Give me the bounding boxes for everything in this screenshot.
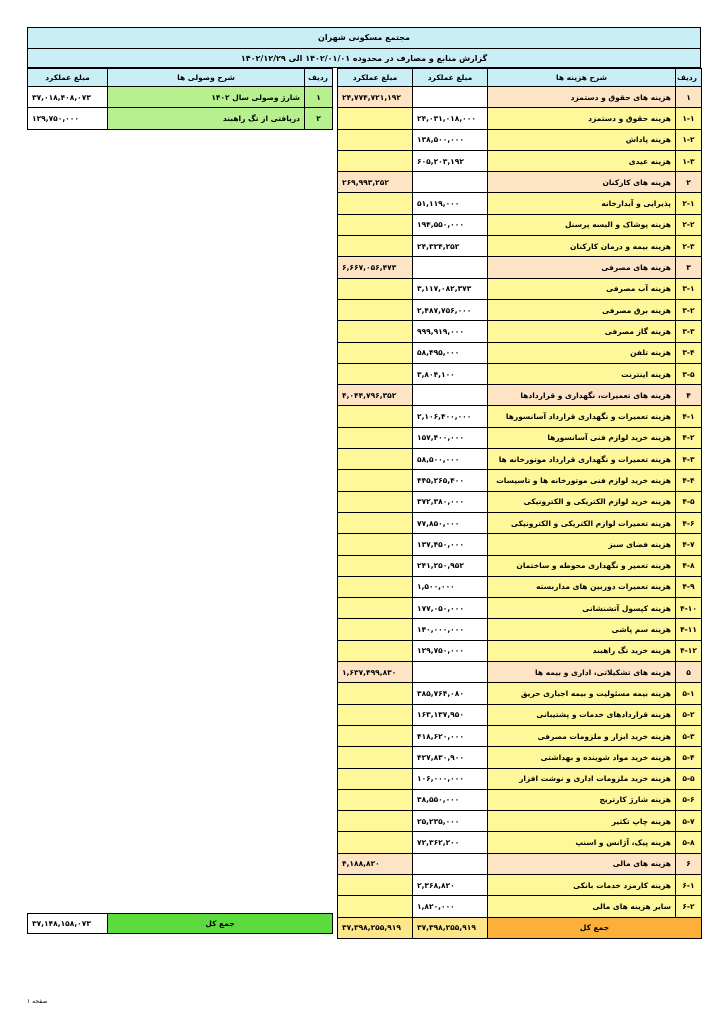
table-row — [338, 363, 702, 384]
expense-description: هزینه خرید ابزار و ملزومات مصرفی — [488, 725, 676, 746]
expense-amount — [413, 172, 488, 193]
row-number: ۵-۱ — [676, 683, 702, 704]
expense-group-total — [338, 619, 413, 640]
table-row — [338, 278, 702, 299]
row-number: ۴-۹ — [676, 576, 702, 597]
table-row — [338, 406, 702, 427]
table-row — [338, 896, 702, 917]
expense-description: هزینه حقوق و دستمزد — [488, 108, 676, 129]
table-row — [338, 619, 702, 640]
expense-group-total — [338, 108, 413, 129]
table-row — [338, 129, 702, 150]
expense-group-total — [338, 406, 413, 427]
table-row — [338, 172, 702, 193]
table-row — [338, 640, 702, 661]
expense-description: هزینه شارژ کارتریج — [488, 789, 676, 810]
expense-group-total — [338, 299, 413, 320]
expense-description: هزینه پوشاک و البسه پرسنل — [488, 214, 676, 235]
row-number: ۶ — [676, 853, 702, 874]
expense-amount: ۲۴۱,۲۵۰,۹۵۲ — [413, 555, 488, 576]
expense-amount: ۲۵,۲۳۵,۰۰۰ — [413, 811, 488, 832]
expense-group-total — [338, 427, 413, 448]
table-row — [338, 321, 702, 342]
expense-group-total — [338, 236, 413, 257]
expense-amount: ۱۰۶,۰۰۰,۰۰۰ — [413, 768, 488, 789]
expense-group-total — [338, 278, 413, 299]
expense-amount — [413, 662, 488, 683]
row-number: ۳ — [676, 257, 702, 278]
row-number: ۵-۲ — [676, 704, 702, 725]
expense-description: هزینه خرید لوازم الکتریکی و الکترونیکی — [488, 491, 676, 512]
expense-amount: ۱۵۷,۴۰۰,۰۰۰ — [413, 427, 488, 448]
expense-group-total: ۶,۶۶۷,۰۵۶,۴۷۳ — [338, 257, 413, 278]
row-number: ۲-۱ — [676, 193, 702, 214]
row-number: ۴-۵ — [676, 491, 702, 512]
expense-description: هزینه پاداش — [488, 129, 676, 150]
row-number: ۵ — [676, 662, 702, 683]
expenses-grand-total-amount: ۳۷,۳۹۸,۲۵۵,۹۱۹ — [413, 917, 488, 938]
expense-description: هزینه فضای سبز — [488, 534, 676, 555]
income-description: دریافتی از تگ راهبند — [108, 108, 305, 129]
row-number: ۴-۱۱ — [676, 619, 702, 640]
table-row — [338, 299, 702, 320]
expense-description: هزینه خرید مواد شوینده و بهداشتی — [488, 747, 676, 768]
table-row — [338, 768, 702, 789]
expense-description: هزینه بیمه و درمان کارکنان — [488, 236, 676, 257]
income-description: شارژ وصولی سال ۱۴۰۲ — [108, 87, 305, 108]
expense-amount: ۱۶۳,۱۳۷,۹۵۰ — [413, 704, 488, 725]
expense-amount: ۷۷,۸۵۰,۰۰۰ — [413, 512, 488, 533]
expense-group-total — [338, 896, 413, 917]
row-number: ۶-۲ — [676, 896, 702, 917]
expense-group-total — [338, 342, 413, 363]
row-number: ۴-۲ — [676, 427, 702, 448]
expense-amount: ۱,۸۲۰,۰۰۰ — [413, 896, 488, 917]
expense-group-total — [338, 811, 413, 832]
table-row — [338, 427, 702, 448]
expense-group-total — [338, 576, 413, 597]
expense-description: هزینه های تعمیرات، نگهداری و قراردادها — [488, 385, 676, 406]
table-row — [338, 108, 702, 129]
expense-description: هزینه خرید لوازم فنی موتورخانه ها و تاسیسات — [488, 470, 676, 491]
expense-group-total — [338, 321, 413, 342]
expense-amount: ۳۸,۵۵۰,۰۰۰ — [413, 789, 488, 810]
row-number: ۱-۲ — [676, 129, 702, 150]
table-row — [338, 789, 702, 810]
expense-amount: ۲,۴۸۷,۷۵۶,۰۰۰ — [413, 299, 488, 320]
row-number: ۶-۱ — [676, 874, 702, 895]
header-expense-amount: مبلغ عملکرد — [413, 69, 488, 87]
table-row — [338, 598, 702, 619]
table-row — [338, 342, 702, 363]
row-number: ۳-۵ — [676, 363, 702, 384]
expense-description: هزینه تعمیرات و نگهداری قرارداد موتورخانه ها — [488, 449, 676, 470]
header-income-row-number: ردیف — [305, 69, 333, 87]
expense-description: هزینه کارمزد خدمات بانکی — [488, 874, 676, 895]
header-expense-group-total: مبلغ عملکرد — [338, 69, 413, 87]
row-number: ۴-۳ — [676, 449, 702, 470]
expense-amount: ۱۲۹,۷۵۰,۰۰۰ — [413, 640, 488, 661]
expense-amount: ۳۷۲,۳۸۰,۰۰۰ — [413, 491, 488, 512]
table-row — [338, 853, 702, 874]
row-number: ۵-۳ — [676, 725, 702, 746]
expense-amount: ۳,۱۱۷,۰۸۲,۳۷۳ — [413, 278, 488, 299]
expense-amount: ۲۴,۳۲۴,۲۵۲ — [413, 236, 488, 257]
header-income-desc: شرح وصولی ها — [108, 69, 305, 87]
table-row — [338, 811, 702, 832]
expense-group-total — [338, 598, 413, 619]
expense-amount: ۲,۱۰۶,۴۰۰,۰۰۰ — [413, 406, 488, 427]
expense-description: هزینه های مالی — [488, 853, 676, 874]
expense-amount: ۱۳۸,۵۰۰,۰۰۰ — [413, 129, 488, 150]
expense-description: هزینه های تشکیلاتی، اداری و بیمه ها — [488, 662, 676, 683]
expense-description: هزینه تعمیر و نگهداری محوطه و ساختمان — [488, 555, 676, 576]
expense-amount: ۴۴۵,۲۶۵,۴۰۰ — [413, 470, 488, 491]
expenses-grand-total-row — [338, 917, 702, 938]
table-row — [338, 534, 702, 555]
expense-description: هزینه آب مصرفی — [488, 278, 676, 299]
income-amount: ۳۷,۰۱۸,۴۰۸,۰۷۳ — [28, 87, 108, 108]
expense-description: هزینه تلفن — [488, 342, 676, 363]
report-header — [27, 27, 701, 68]
expense-description: هزینه چاپ تکثیر — [488, 811, 676, 832]
row-number: ۴-۱۲ — [676, 640, 702, 661]
expense-group-total — [338, 725, 413, 746]
expense-group-total — [338, 640, 413, 661]
expense-group-total — [338, 193, 413, 214]
row-number: ۳-۴ — [676, 342, 702, 363]
row-number: ۵-۸ — [676, 832, 702, 853]
row-number: ۴ — [676, 385, 702, 406]
expense-amount: ۴۱۸,۶۲۰,۰۰۰ — [413, 725, 488, 746]
page-number: صفحه ۱ — [27, 998, 48, 1005]
report-subtitle: گزارش منابع و مصارف در محدوده ۱۴۰۲/۰۱/۰۱ الی ۱۴۰۲/۱۲/۲۹ — [240, 54, 488, 63]
table-row — [338, 87, 702, 108]
expense-description: هزینه قراردادهای خدمات و پشتیبانی — [488, 704, 676, 725]
expense-description: هزینه پیک، آژانس و اسنپ — [488, 832, 676, 853]
income-header-row — [28, 69, 333, 87]
table-row — [338, 832, 702, 853]
table-row — [338, 576, 702, 597]
expense-description: پذیرایی و آبدارخانه — [488, 193, 676, 214]
expense-description: هزینه های کارکنان — [488, 172, 676, 193]
expense-group-total: ۲۴,۷۷۴,۷۲۱,۱۹۲ — [338, 87, 413, 108]
expenses-grand-total-label: جمع کل — [488, 917, 702, 938]
expense-description: هزینه سم پاشی — [488, 619, 676, 640]
expense-amount: ۱۹۴,۵۵۰,۰۰۰ — [413, 214, 488, 235]
row-number: ۴-۱ — [676, 406, 702, 427]
expense-amount: ۱,۵۰۰,۰۰۰ — [413, 576, 488, 597]
table-row — [28, 87, 333, 108]
expense-group-total — [338, 534, 413, 555]
row-number: ۱ — [676, 87, 702, 108]
table-row — [338, 193, 702, 214]
expense-amount: ۷۲,۳۶۲,۲۰۰ — [413, 832, 488, 853]
expense-group-total: ۱,۶۳۷,۴۹۹,۸۳۰ — [338, 662, 413, 683]
expense-group-total: ۴,۰۴۴,۷۹۶,۳۵۲ — [338, 385, 413, 406]
table-row — [338, 747, 702, 768]
row-number: ۳-۳ — [676, 321, 702, 342]
row-number: ۲ — [676, 172, 702, 193]
expense-group-total — [338, 512, 413, 533]
report-title: مجتمع مسکونی شهران — [28, 28, 700, 49]
expense-group-total — [338, 832, 413, 853]
header-income-amount: مبلغ عملکرد — [28, 69, 108, 87]
header-expense-desc: شرح هزینه ها — [488, 69, 676, 87]
expense-group-total — [338, 768, 413, 789]
expense-description: هزینه عیدی — [488, 150, 676, 171]
expense-amount: ۵۸,۵۰۰,۰۰۰ — [413, 449, 488, 470]
expense-amount: ۱۷۷,۰۵۰,۰۰۰ — [413, 598, 488, 619]
expense-description: هزینه تعمیرات دوربین های مداربسته — [488, 576, 676, 597]
table-row — [338, 236, 702, 257]
row-number: ۵-۵ — [676, 768, 702, 789]
row-number: ۱-۳ — [676, 150, 702, 171]
table-row — [338, 725, 702, 746]
income-total-table — [27, 913, 333, 934]
expense-amount — [413, 257, 488, 278]
expense-group-total — [338, 363, 413, 384]
expense-description: هزینه تعمیرات و نگهداری قرارداد آسانسورها — [488, 406, 676, 427]
expense-description: هزینه تعمیرات لوازم الکتریکی و الکترونیکی — [488, 512, 676, 533]
table-row — [338, 662, 702, 683]
expense-amount: ۵۱,۱۱۹,۰۰۰ — [413, 193, 488, 214]
expense-group-total — [338, 874, 413, 895]
table-row — [338, 150, 702, 171]
expense-description: هزینه کپسول آتشنشانی — [488, 598, 676, 619]
expense-amount: ۹۹۹,۹۱۹,۰۰۰ — [413, 321, 488, 342]
expense-group-total — [338, 491, 413, 512]
income-grand-total-amount: ۳۷,۱۴۸,۱۵۸,۰۷۳ — [28, 914, 108, 934]
table-row — [338, 683, 702, 704]
table-row — [338, 555, 702, 576]
expense-amount: ۳۸۵,۷۶۴,۰۸۰ — [413, 683, 488, 704]
table-row — [338, 704, 702, 725]
expense-amount — [413, 385, 488, 406]
expense-amount: ۴۲۷,۸۳۰,۹۰۰ — [413, 747, 488, 768]
table-row — [338, 512, 702, 533]
expense-description: هزینه خرید تگ راهبند — [488, 640, 676, 661]
row-number: ۳-۲ — [676, 299, 702, 320]
expense-group-total — [338, 747, 413, 768]
row-number: ۴-۷ — [676, 534, 702, 555]
expense-amount: ۲,۳۶۸,۸۲۰ — [413, 874, 488, 895]
expense-description: سایر هزینه های مالی — [488, 896, 676, 917]
table-row — [338, 214, 702, 235]
expense-group-total — [338, 555, 413, 576]
expense-group-total — [338, 789, 413, 810]
header-row-number: ردیف — [676, 69, 702, 87]
expense-amount: ۵۸,۴۹۵,۰۰۰ — [413, 342, 488, 363]
expenses-grand-total-col: ۳۷,۳۹۸,۲۵۵,۹۱۹ — [338, 917, 413, 938]
expense-description: هزینه اینترنت — [488, 363, 676, 384]
expense-group-total — [338, 683, 413, 704]
income-row-number: ۱ — [305, 87, 333, 108]
row-number: ۱-۱ — [676, 108, 702, 129]
expense-description: هزینه بیمه مسئولیت و بیمه اجباری حریق — [488, 683, 676, 704]
table-row — [338, 385, 702, 406]
expense-group-total — [338, 150, 413, 171]
row-number: ۵-۶ — [676, 789, 702, 810]
income-table — [27, 68, 333, 130]
table-row — [338, 449, 702, 470]
expense-group-total: ۴,۱۸۸,۸۲۰ — [338, 853, 413, 874]
row-number: ۲-۲ — [676, 214, 702, 235]
income-grand-total-row — [28, 914, 333, 934]
table-row — [338, 470, 702, 491]
expense-group-total: ۲۶۹,۹۹۳,۲۵۲ — [338, 172, 413, 193]
row-number: ۵-۷ — [676, 811, 702, 832]
expense-group-total — [338, 214, 413, 235]
expense-description: هزینه های مصرفی — [488, 257, 676, 278]
expense-amount: ۱۳۷,۴۵۰,۰۰۰ — [413, 534, 488, 555]
expense-amount — [413, 87, 488, 108]
income-amount: ۱۲۹,۷۵۰,۰۰۰ — [28, 108, 108, 129]
expenses-header-row — [338, 69, 702, 87]
expense-group-total — [338, 704, 413, 725]
row-number: ۳-۱ — [676, 278, 702, 299]
row-number: ۴-۱۰ — [676, 598, 702, 619]
table-row — [338, 257, 702, 278]
income-row-number: ۲ — [305, 108, 333, 129]
row-number: ۴-۶ — [676, 512, 702, 533]
expense-group-total — [338, 470, 413, 491]
expense-amount — [413, 853, 488, 874]
expense-amount: ۲۴,۰۳۱,۰۱۸,۰۰۰ — [413, 108, 488, 129]
table-row — [28, 108, 333, 129]
expense-description: هزینه خرید ملزومات اداری و نوشت افزار — [488, 768, 676, 789]
expense-amount: ۶۰۵,۲۰۳,۱۹۲ — [413, 150, 488, 171]
expense-amount: ۳,۸۰۴,۱۰۰ — [413, 363, 488, 384]
expense-description: هزینه های حقوق و دستمزد — [488, 87, 676, 108]
table-row — [338, 874, 702, 895]
expense-group-total — [338, 449, 413, 470]
expense-description: هزینه گاز مصرفی — [488, 321, 676, 342]
row-number: ۲-۳ — [676, 236, 702, 257]
row-number: ۵-۴ — [676, 747, 702, 768]
expense-group-total — [338, 129, 413, 150]
income-grand-total-label: جمع کل — [108, 914, 333, 934]
table-row — [338, 491, 702, 512]
row-number: ۴-۴ — [676, 470, 702, 491]
expenses-table — [337, 68, 702, 939]
row-number: ۴-۸ — [676, 555, 702, 576]
expense-description: هزینه برق مصرفی — [488, 299, 676, 320]
expense-amount: ۱۴۰,۰۰۰,۰۰۰ — [413, 619, 488, 640]
expense-description: هزینه خرید لوازم فنی آسانسورها — [488, 427, 676, 448]
